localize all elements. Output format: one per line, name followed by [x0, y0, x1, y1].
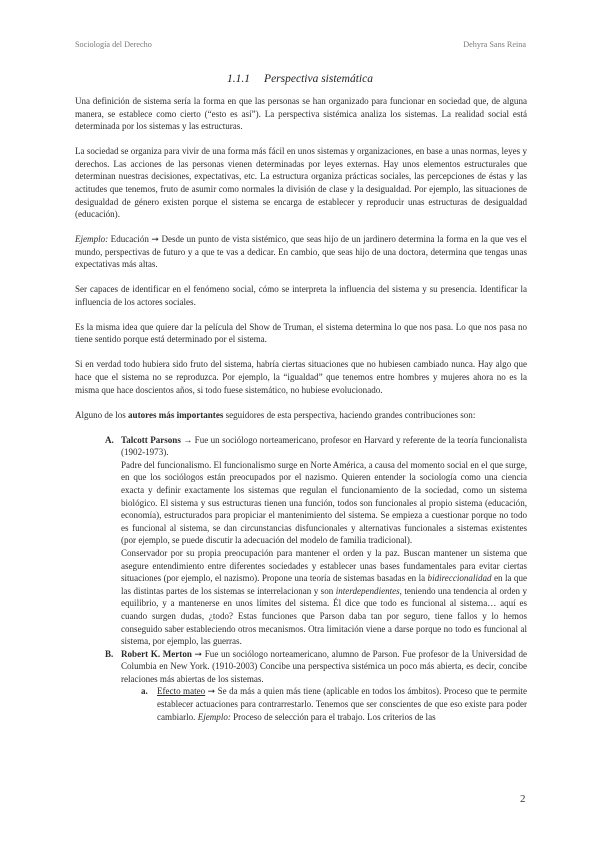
term-efecto-mateo: Efecto mateo: [157, 686, 206, 697]
page-number: 2: [520, 793, 526, 805]
paragraph-authors-intro: [75, 409, 527, 422]
sub-item-example-label: Ejemplo:: [197, 711, 231, 722]
list-item: [105, 434, 527, 648]
paragraph-definition: Una definición de sistema sería la forma en que las personas se han organizado para funcionar en sociedad que, de alguna manera, se establece como cierto (“esto es así”). La perspectiva sistémica analiza los sistemas. La realidad social está determinada por los sistemas y las estructuras.: [75, 96, 527, 132]
header-right: Dehyra Sans Reina: [463, 40, 526, 49]
section-number: 1.1.1: [227, 73, 251, 85]
author-body-2a: Conservador por su propia preocupación para mantener el orden y la paz. Buscan mantener un sistema que asegure entendimiento entre diferentes sociedades y establecer unas bases fundamentales para evitar ciertas situaciones (por ejemplo, el nazismo). Propone una teoría de sistemas basadas en la: [121, 547, 527, 584]
sub-item-text-b: Proceso de selección para el trabajo. Los criterios de las: [230, 711, 436, 722]
paragraph-example: [75, 233, 527, 271]
authors-intro-post: seguidores de esta perspectiva, haciendo grandes contribuciones son:: [223, 409, 476, 420]
list-item: [105, 648, 527, 724]
list-item-body: [121, 434, 527, 648]
list-marker: B.: [105, 648, 114, 659]
author-body: Padre del funcionalismo. El funcionalismo surge en Norte América, a causa del momento social en el que surge, en que los sociólogos están preocupados por el nazismo. Quieren entender la sociología como una ciencia exacta y definir exactamente los sistemas que regulan el funcionamiento de la sociedad, como un sistema biológico. El sistema y sus estructuras tienen una función, todos son funcionales al propio sistema (educación, economía), estructurados para propiciar el mantenimiento del sistema. Se empieza a cuestionar porque no todo es funcional al sistema, se dan circunstancias disfuncionales y alternativas funcionales a sistemas existentes (por ejemplo, se puede discutir la adecuación del modelo de familia tradicional).: [121, 459, 527, 546]
author-intro: [121, 648, 527, 686]
sub-list-item-body: [157, 685, 527, 723]
sub-list-item: [141, 685, 527, 723]
paragraph-identify: Ser capaces de identificar en el fenómeno social, cómo se interpreta la influencia del sistema y su presencia. Identificar la influencia de los actores sociales.: [75, 284, 527, 307]
author-body-2: [121, 547, 527, 648]
term-bidireccionalidad: bidireccionalidad: [427, 573, 492, 584]
author-name: Robert K. Merton: [121, 648, 192, 659]
example-text: Educación ➞ Desde un punto de vista sistémico, que seas hijo de un jardinero determina la forma en la que ves el mundo, perspectivas de futuro y a que te vas a dedicar. En cambio, que seas hijo de una doctora, determina que tengas unas expectativas más altas.: [75, 234, 527, 270]
author-name: Talcott Parsons: [121, 434, 181, 445]
author-body-2b: en la que las distintas partes de los sistemas se interrelacionan y son: [121, 573, 527, 596]
sub-item-text: [157, 685, 527, 723]
list-item-body: [121, 648, 527, 724]
document-body: [75, 95, 527, 723]
paragraph-society: La sociedad se organiza para vivir de una forma más fácil en unos sistemas y organizaciones, en base a unas normas, leyes y derechos. Las acciones de las personas vienen determinadas por leyes externas. Hay unos elementos estructurales que determinan nuestras decisiones, expectativas, etc. La estructura organiza prácticas sociales, las percepciones de éstas y las actitudes que tenemos, fruto de asumir como normales la división de clase y la desigualdad. Por ejemplo, las situaciones de desigualdad de género existen porque el sistema se encarga de establecer y reproducir unas estructuras de desigualdad (educación).: [75, 146, 527, 220]
author-intro: [121, 434, 527, 459]
authors-list: [105, 434, 527, 724]
author-intro-text: ➞ Fue un sociólogo norteamericano, alumno de Parson. Fue profesor de la Universidad de Columbia en New York. (1910-2003) Concibe una perspectiva sistémica un poco más abierta, es decir, concibe relaciones más abiertas de los sistemas.: [121, 648, 527, 684]
paragraph-evolution: Si en verdad todo hubiera sido fruto del sistema, habría ciertas situaciones que no hubiesen cambiado nunca. Hay algo que hace que el sistema no se reproduzca. Por ejemplo, la “igualdad” que tenemos entre hombres y mujeres ahora no es la misma que hace doscientos años, si todo fuese sistemático, no hubiese evolucionado.: [75, 359, 527, 395]
author-body-2c: , teniendo una tendencia al orden y equilibrio, y a mantenerse en unos límites del sistema. Él dice que todo es funcional al sistema… aquí es cuando surgen dudas, ¿todo? Estas funciones que Parson daba tan por seguro, tiene fallos y lo hemos conseguido saber estableciendo otros mecanismos. Otra limitación viene a darse porque no todo es funcional al sistema, por ejemplo, las guerras.: [121, 585, 528, 647]
paragraph-truman: Es la misma idea que quiere dar la película del Show de Truman, el sistema determina lo que nos pasa. Lo que nos pasa no tiene sentido porque está determinado por el sistema.: [75, 321, 527, 345]
section-title-text: Perspectiva sistemática: [264, 73, 373, 85]
sub-list-marker: a.: [141, 686, 148, 697]
term-interdependientes: interdependientes: [335, 585, 400, 596]
list-marker: A.: [105, 434, 114, 445]
sub-item-text-a: ➞ Se da más a quien más tiene (aplicable en todos los ámbitos). Proceso que te permite establecer actuaciones para contrarrestarlo. Tenemos que ser conscientes de que eso existe para poder cambiarlo.: [157, 686, 527, 722]
header-left: Sociología del Derecho: [75, 40, 152, 49]
section-title: [0, 73, 600, 85]
author-intro-text: → Fue un sociólogo norteamericano, profesor en Harvard y referente de la teoría funcionalista (1902-1973).: [121, 434, 527, 458]
example-label: Ejemplo:: [75, 234, 109, 245]
authors-intro-pre: Alguno de los: [75, 409, 129, 420]
authors-intro-bold: autores más importantes: [128, 409, 224, 420]
